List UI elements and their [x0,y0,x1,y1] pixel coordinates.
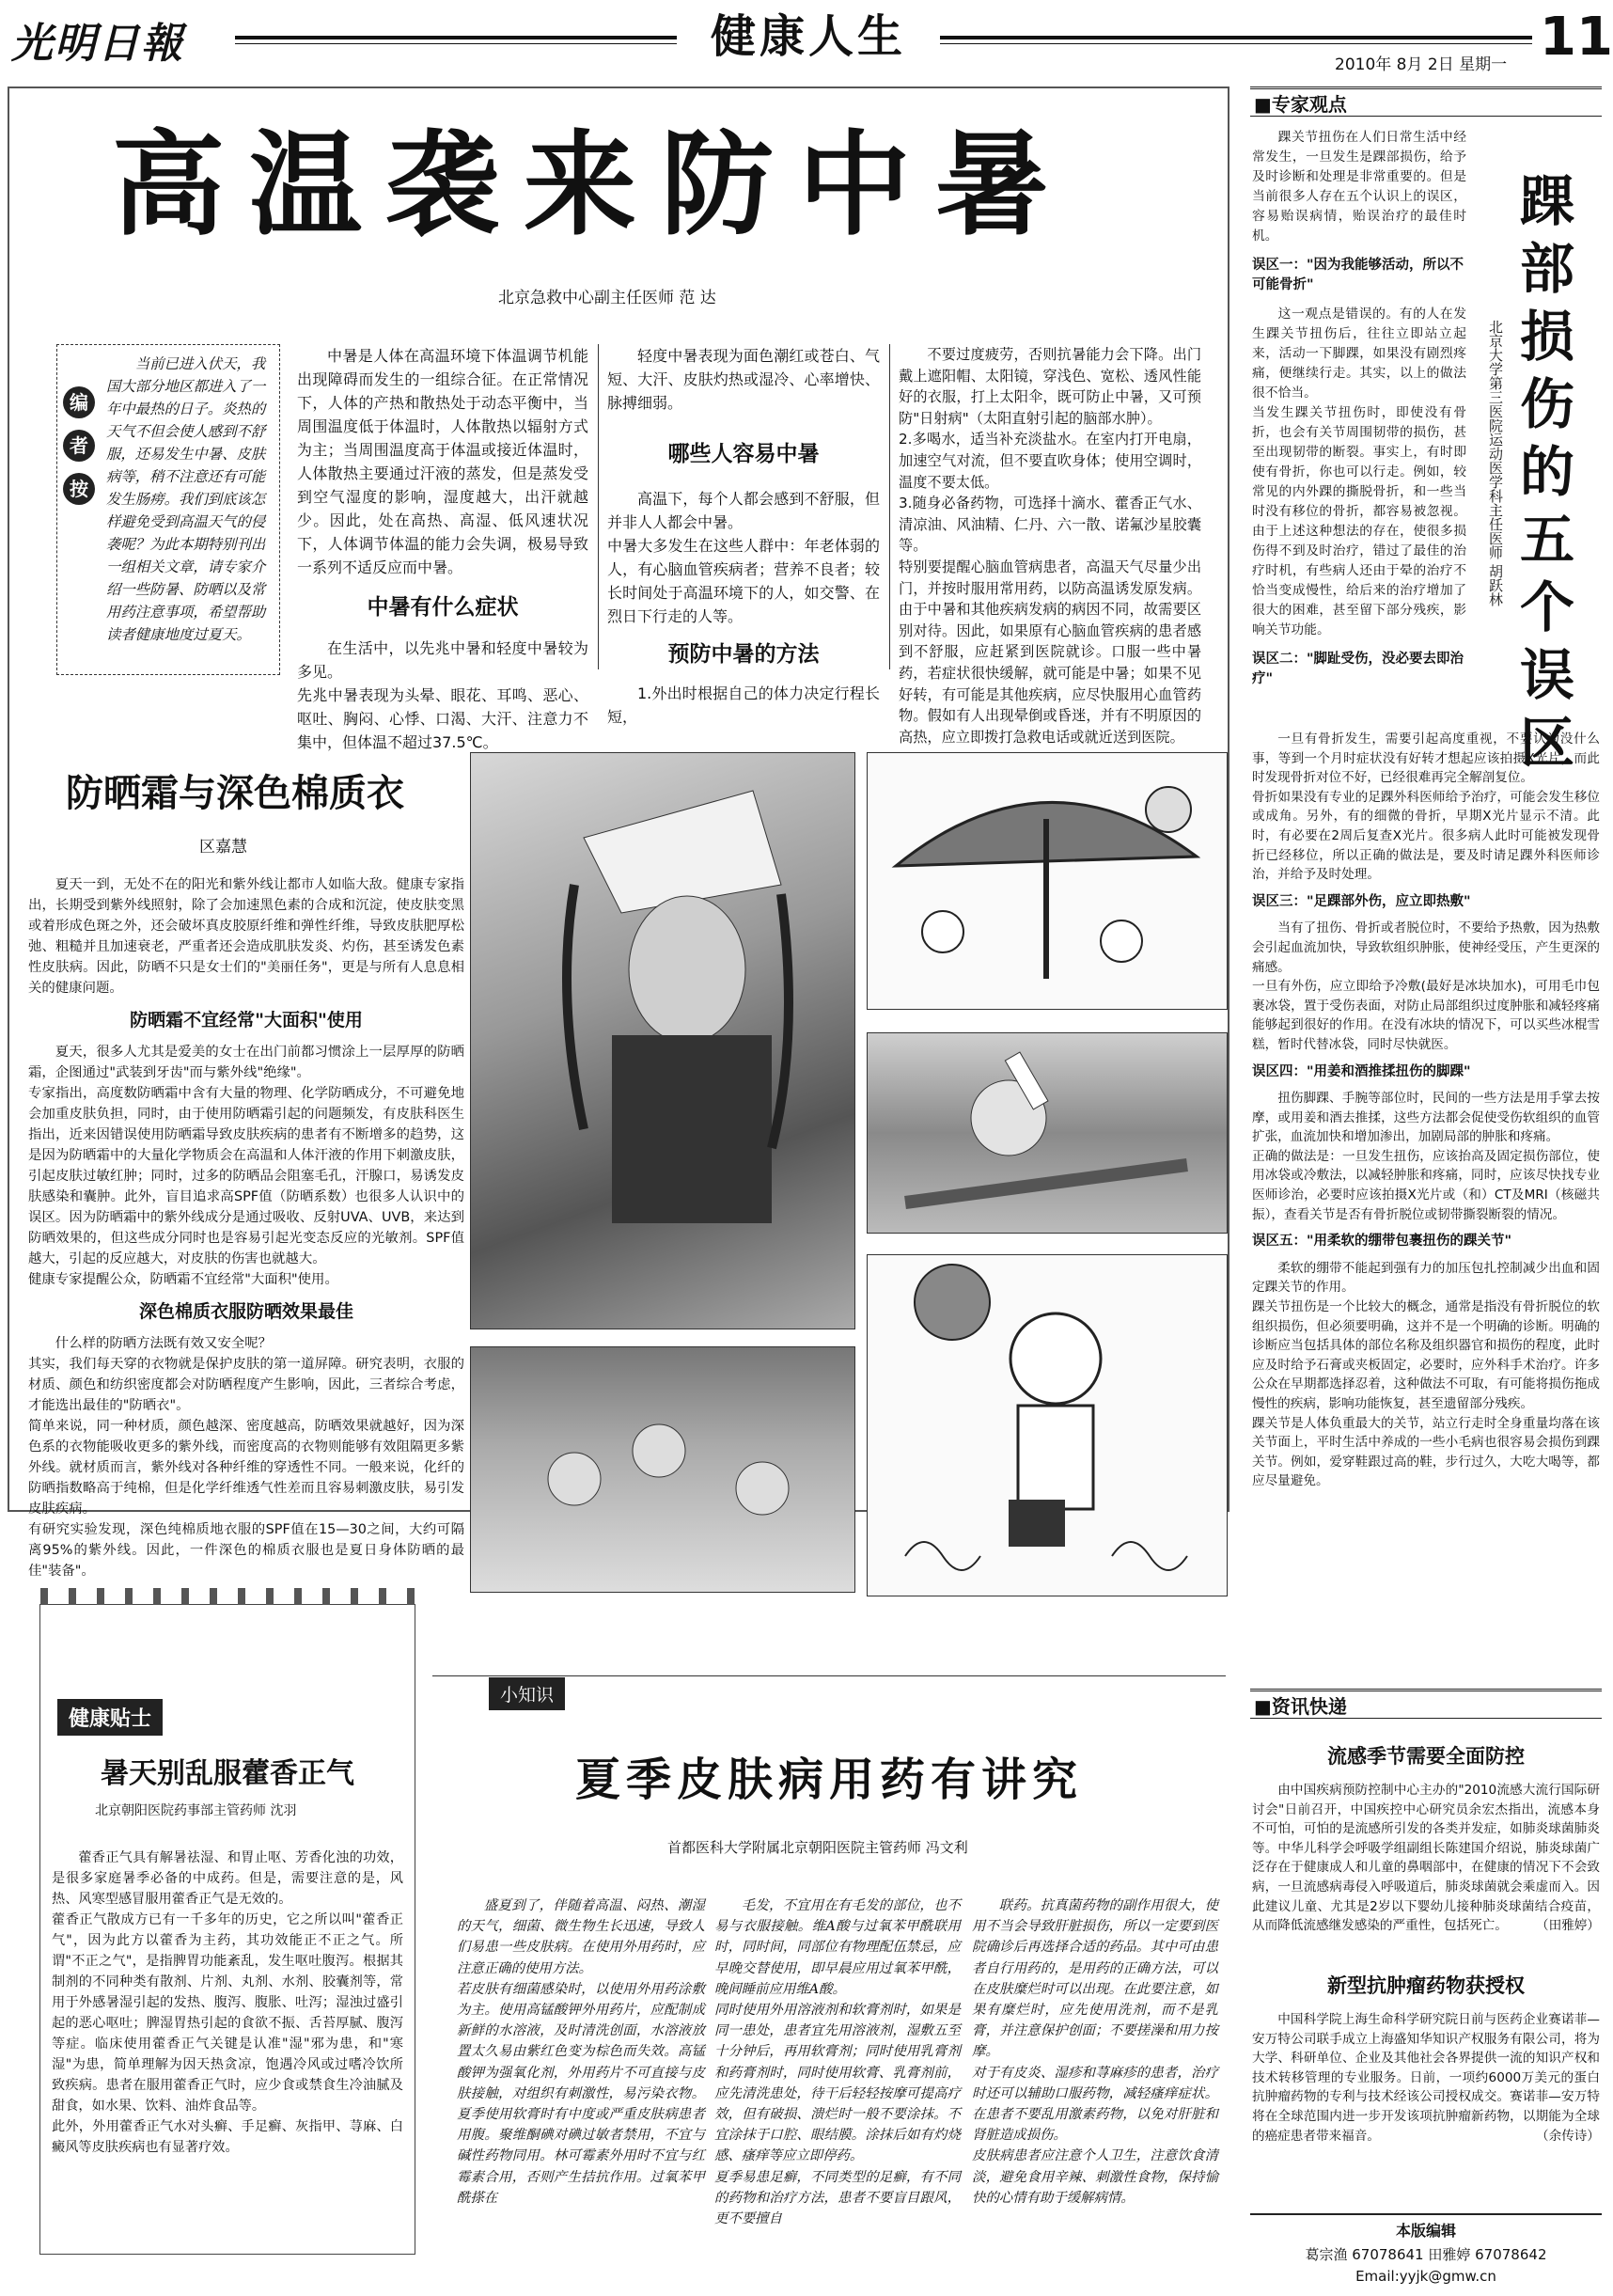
tips-box [39,1604,415,2255]
main-byline: 北京急救中心副主任医师 范 达 [498,289,716,307]
editor-note-label-3: 按 [63,473,95,505]
kids-pool-photo [470,1346,855,1593]
sunscreen-title: 防晒霜与深色棉质衣 [66,772,404,815]
drinking-icon [868,1033,1227,1233]
skin-badge: 小知识 [489,1677,565,1710]
umbrella-icon [868,753,1227,1009]
issue-date: 2010年 8月 2日 星期一 [1335,55,1508,74]
newspaper-logo: 光明日報 [11,20,184,68]
hot-man-icon [868,1255,1227,1596]
page-number: 11 [1540,7,1613,68]
editor-note-label-2: 者 [63,430,95,462]
news2-text [1252,2010,1600,2146]
editor-note-box [56,344,280,675]
myth1-title: 误区一："因为我能够活动，所以不可能骨折" [1252,258,1464,292]
tips-box-tabs [40,1588,415,1605]
expert-header [1254,93,1347,116]
sunscreen-para2: 什么样的防晒方法既有效又安全呢？ 其实，我们每天穿的衣物就是保护皮肤的第一道屏障。研究表明，衣服的材质、颜色和纺织密度都会对防晒程度产生影响，因此，三者综合考虑，才能选出最佳的"防晒衣"。 简单来说，同一种材质，颜色越深、密度越高，防晒效果就越好，因为深色系的衣物能吸收更多的紫外线，而密度高的衣物则能够有效阻隔更多紫外线。就材质而言，紫外线对各种纤维的穿透性不同。一般来说，化纤的防晒指数略高于纯棉，但是化学纤维透气性差而且容易刺激皮肤，易引发皮肤疾病。 有研究实验发现，深色纯棉质地衣服的SPF值在15—30之间，大约可隔离95%的紫外线。因此，一件深色的棉质衣服也是夏日身体防晒的最佳"装备"。 [28,1336,464,1579]
main-col1 [297,344,588,754]
editors-box [1250,2213,1602,2292]
skin-col3: 联药。抗真菌药物的副作用很大，使用不当会导致肝脏损伤，所以一定要到医院确诊后再选择合适的药品。其中可由患者自行用药的，是用药的正确方法，可以在皮肤糜烂时可以出现。在此要注意，如果有糜烂时，应先使用洗剂，而不是乳膏，并注意保护创面；不要搓澡和用力按摩。 对于有皮炎、湿疹和荨麻疹的患者，治疗时还可以辅助口服药物，减轻瘙痒症状。在患者不要乱用激素药物，以免对肝脏和肾脏造成损伤。 皮肤病患者应注意个人卫生，注意饮食清淡，避免食用辛辣、刺激性食物，保持愉快的心情有助于缓解病情。 [972,1898,1218,2206]
hot-man-illustration [867,1254,1228,1596]
myth2-title: 误区二："脚趾受伤，没必要去即治疗" [1252,652,1464,686]
main-col2b-para: 高温下，每个人都会感到不舒服，但并非人人都会中暑。 中暑大多发生在这些人群中：年老体弱的人，有心脑血管疾病者；营养不良者；较长时间处于高温环境下的人，如交警、在烈日下行走的人等。 [607,490,880,625]
news1-credit: （田雅婷） [1536,1918,1600,1934]
editor-note-label-1: 编 [63,386,95,418]
main-col2c-para: 1.外出时根据自己的体力决定行程长短， [607,684,880,726]
editor-note-labels [63,386,101,505]
myth4-text: 扭伤脚踝、手腕等部位时，民间的一些方法是用手掌去按摩，或用姜和酒去推揉，这些方法都会促使受伤软组织的血管扩张，血流加快和增加渗出，加剧局部的肿胀和疼痛。 正确的做法是：一旦发生扭伤，应该抬高及固定损伤部位，使用冰袋或冷敷法，以减轻肿胀和疼痛，同时，应该尽快找专业医师诊治，必要时应该拍摄X光片或（和）CT及MRI（核磁共振），查看关节是否有骨折脱位或韧带撕裂断裂的情况。 [1252,1091,1600,1222]
news1-title: 流感季节需要全面防控 [1327,1745,1525,1768]
sunscreen-sub1: 防晒霜不宜经常"大面积"使用 [130,1010,363,1030]
news1-body [1252,1781,1600,1936]
skin-col2: 毛发，不宜用在有毛发的部位，也不易与衣服接触。维A酸与过氧苯甲酰联用时，同时间，同部位有物理配伍禁忌，应早晚交替使用，即早晨应用过氧苯甲酰，晚间睡前应用维A酸。 同时使用外用溶液剂和软膏剂时，如果是同一患处，患者宜先用溶液剂，湿敷五至十分钟后，再用软膏剂；同时使用乳膏剂和药膏剂时，同时使用软膏、乳膏剂前，应先清洗患处，待干后轻轻按摩可提高疗效，但有破损、溃烂时一般不要涂抹。不宜涂抹于口腔、眼结膜。涂抹后如有灼烧感、瘙痒等应立即停药。 夏季易患足癣，不同类型的足癣，有不同的药物和治疗方法，患者不要盲目跟风，更不要擅自 [714,1898,961,2227]
sunscreen-intro: 夏天一到，无处不在的阳光和紫外线让都市人如临大敌。健康专家指出，长期受到紫外线照射，除了会加速黑色素的合成和沉淀，使皮肤变黑或着形成色斑之外，还会破坏真皮胶原纤维和弹性纤维，导致皮肤肥厚松弛、粗糙并且加速衰老，严重者还会造成肌肤发炎、灼伤，甚至诱发色素性皮肤病。因此，防晒不只是女士们的"美丽任务"，更是与所有人息息相关的健康问题。 [28,877,464,996]
section-title: 健康人生 [677,8,940,66]
subhead-prevent: 预防中暑的方法 [667,642,820,667]
main-col1-para: 中暑是人体在高温环境下体温调节机能出现障碍而发生的一组综合征。在正常情况下，人体的产热和散热处于动态平衡中，当周围温度低于体温时，人体散热以辐射方式为主；当周围温度高于体温或接近体温时，人体散热主要通过汗液的蒸发，但是蒸发受到空气湿度的影响，湿度越大，出汗就越少。因此，处在高热、高湿、低风速状况下，人体调节体温的能力会失调，极易导致一系列不适反应而中暑。 [297,347,588,576]
editors-email: Email:yyjk@gmw.cn [1355,2268,1496,2285]
skin-col1: 盛夏到了，伴随着高温、闷热、潮湿的天气，细菌、微生物生长迅速，导致人们易患一些皮肤病。在使用外用药时，应注意正确的使用方法。 若皮肤有细菌感染时，以使用外用药涂敷为主。使用高锰酸钾外用药片，应配制成新鲜的水溶液，及时清洗创面，水溶液放置太久易由紫红色变为棕色而失效。高锰酸钾为强氧化剂，外用药片不可直接与皮肤接触，对组织有刺激性，易污染衣物。夏季使用软膏时有中度或严重皮肤病患者用腹。聚维酮碘对碘过敏者禁用，不宜与碱性药物同用。林可霉素外用时不宜与红霉素合用，否则产生拮抗作用。过氧苯甲酰搽在 [457,1898,705,2206]
expert-header-label: 专家观点 [1271,93,1347,116]
main-col2 [607,344,880,729]
myth2-text: 一旦有骨折发生，需要引起高度重视，不要认为没什么事，等到一个月时症状没有好转才想起应该拍摄X光片，而此时发现骨折对位不好，已经很难再完全解剖复位。 骨折如果没有专业的足踝外科医师给予治疗，可能会发生移位或成角。另外，有的细微的骨折，早期X光片显示不清。此时，有必要在2周后复查X光片。很多病人此时可能被发现骨折已经移位，所以正确的做法是，要及时请足踝外科医师诊治，并给予及时处理。 [1252,731,1600,883]
main-col3 [899,344,1201,746]
sunscreen-body [28,874,464,1581]
umbrella-illustration [867,752,1228,1010]
subhead-who: 哪些人容易中暑 [667,442,820,466]
tips-title: 暑天别乱服藿香正气 [101,1757,354,1790]
drinking-photo [867,1032,1228,1234]
news1-text [1252,1781,1600,1936]
column-rule [598,344,599,669]
myth4-title: 误区四："用姜和酒推揉扭伤的脚踝" [1252,1063,1471,1079]
hat-newspaper-icon [471,753,854,1329]
news2-para: 中国科学院上海生命科学研究院日前与医药企业赛诺菲—安万特公司联手成立上海盛知华知识产权服务有限公司，将为大学、科研单位、企业及其他社会各界提供一流的知识产权和技术转移管理的专业服务。日前，一项约6000万美元的蛋白抗肿瘤药物的专利与技术经该公司授权成交。赛诺菲—安万特将在全球范围内进一步开发该项抗肿瘤新药物，以期能为全球的癌症患者带来福音。 [1252,2012,1600,2144]
sidebar-author: 北京大学第三医院运动医学科主任医师 胡跃林 [1487,320,1504,606]
sunscreen-para1: 夏天，很多人尤其是爱美的女士在出门前都习惯涂上一层厚厚的防晒霜，企图通过"武装到牙齿"而与紫外线"绝缘"。 专家指出，高度数防晒霜中含有大量的物理、化学防晒成分，不可避免地会加重皮肤负担，同时，由于使用防晒霜引起的问题频发，有皮肤科医生指出，近来因错误使用防晒霜导致皮肤疾病的患者有不断增多的趋势，这是因为防晒霜中的大量化学物质会在高温和人体汗液的作用下刺激皮肤，引起皮肤过敏红肿；同时，过多的防晒品会阻塞毛孔，汗腺口，易诱发皮肤感染和囊肿。此外，盲目追求高SPF值（防晒系数）也很多人认识中的误区。因为防晒霜中的紫外线成分是通过吸收、反射UVA、UVB，来达到防晒效果的，但这些成分同时也是容易引起光变态反应的光敏剂。SPF值越大，引起的反应越大，对皮肤的伤害也就越大。 健康专家提醒公众，防晒霜不宜经常"大面积"使用。 [28,1045,464,1287]
main-col3-para: 不要过度疲劳，否则抗暑能力会下降。出门戴上遮阳帽、太阳镜，穿浅色、宽松、透风性能好的衣服，打上太阳伞，既可防止中暑，又可预防"日射病"（太阳直射引起的脑部水肿）。 2.多喝水，适当补充淡盐水。在室内打开电扇，加速空气对流，但不要直吹身体；使用空调时，温度不要太低。 3.随身必备药物，可选择十滴水、藿香正气水、清凉油、风油精、仁丹、六一散、诺氟沙星胶囊等。 特别要提醒心脑血管病患者，高温天气尽量少出门，并按时服用常用药，以防高温诱发原发病。由于中暑和其他疾病发病的病因不同，故需要区别对待。因此，如果原有心脑血管疾病的患者感到不舒服，应赶紧到医院就诊。口服一些中暑药，若症状很快缓解，就可能是中暑；如果不见好转，有可能是其他疾病，应尽快服用心血管药物。假如有人出现晕倒或昏迷，并有不明原因的高热，应立即拨打急救电话或就近送到医院。 [899,346,1201,746]
sidebar-col-wide [1252,730,1600,1491]
tips-badge: 健康贴士 [57,1699,163,1736]
square-icon: ■ [1254,1695,1272,1718]
news-header-bar [1250,1689,1602,1719]
editors-names: 葛宗渔 67078641 田雅婷 67078642 [1305,2246,1547,2263]
sidebar-title: 踝部损伤的五个误区 [1519,169,1574,775]
myth3-title: 误区三："足踝部外伤，应立即热敷" [1252,893,1471,909]
subhead-symptoms: 中暑有什么症状 [367,595,519,620]
sunscreen-author: 区嘉慧 [199,838,247,857]
skin-rule [432,1675,1226,1676]
tips-text: 藿香正气具有解暑祛湿、和胃止呕、芳香化浊的功效，是很多家庭暑季必备的中成药。但是，需要注意的是，风热、风寒型感冒服用藿香正气是无效的。 藿香正气散成方已有一千多年的历史，它之所以叫"藿香正气"，因为此方以藿香为主药，其功效能正不正之气。所谓"不正之气"，是指脾胃功能紊乱，发生呕吐腹泻。根据其制剂的不同种类有散剂、片剂、丸剂、水剂、胶囊剂等，常用于外感暑湿引起的发热、腹泻、腹胀、吐泻；湿浊过盛引起的恶心呕吐；脾湿胃热引起的食欲不振、舌苔厚腻、腹泻等症。临床使用藿香正气关键是认准"湿"邪为患，和"寒湿"为患，简单理解为因天热贪凉，饱遇冷风或过嗜冷饮所致疾病。患者在服用藿香正气时，应少食或禁食生冷油腻及甜食，如水果、饮料、油炸食品等。 此外，外用藿香正气水对头癣、手足癣、灰指甲、荨麻、白癜风等皮肤疾病也有显著疗效。 [52,1850,403,2155]
expert-header-bar [1250,86,1602,117]
news-header-label: 资讯快递 [1271,1695,1347,1718]
tips-author: 北京朝阳医院药事部主管药师 沈羽 [95,1803,297,1818]
skin-title: 夏季皮肤病用药有讲究 [574,1753,1083,1806]
myth5-text: 柔软的绷带不能起到强有力的加压包扎控制减少出血和固定踝关节的作用。 踝关节扭伤是一个比较大的概念，通常是指没有骨折脱位的软组织损伤，但必须要明确，这并不是一个明确的诊断。明确的诊断应当包括具体的部位名称及组织器官和损伤的程度，此时应及时给予石膏或夹板固定，必要时，应外科手术治疗。许多公众在早期都选择忍着，这种做法不可取，有可能将损伤拖成慢性的疾病，影响功能恢复，甚至遗留部分残疾。 踝关节是人体负重最大的关节，站立行走时全身重量均落在该关节面上，平时生活中养成的一些小毛病也很容易会损伤到踝关节。例如，爱穿鞋跟过高的鞋，步行过久，大吃大喝等，都应尽量避免。 [1252,1260,1600,1489]
main-headline: 高温袭来防中暑 [112,120,1073,251]
news1-para: 由中国疾病预防控制中心主办的"2010流感大流行国际研讨会"日前召开，中国疾控中心研究员余宏杰指出，流感本身不可怕，可怕的是流感所引发的各类并发症，如肺炎球菌肺炎等。中华儿科学会呼吸学组副组长陈建国介绍说，肺炎球菌广泛存在于健康成人和儿童的鼻咽部中，在健康的情况下不会致病，一旦流感病毒侵入呼吸道后，肺炎球菌就会乘虚而入。因此建议儿童、尤其是2岁以下婴幼儿接种肺炎球菌结合疫苗，从而降低流感继发感染的严重性，包括死亡。 [1252,1783,1600,1934]
main-col1b-para: 在生活中，以先兆中暑和轻度中暑较为多见。 先兆中暑表现为头晕、眼花、耳鸣、恶心、呕吐、胸闷、心悸、口渴、大汗、注意力不集中，但体温不超过37.5℃。 [297,639,588,751]
myth3-text: 当有了扭伤、骨折或者脱位时，不要给予热敷，因为热敷会引起血流加快，导致软组织肿胀，使神经受压，产生更深的痛感。 一旦有外伤，应立即给予冷敷(最好是冰块加水)，可用毛巾包裹冰袋，置于受伤表面，对防止局部组织过度肿胀和减轻疼痛能够起到很好的作用。在没有冰块的情况下，可以买些冰棍雪糕，暂时代替冰袋，同时尽快就医。 [1252,920,1600,1052]
kids-pool-icon [471,1347,854,1592]
main-col2-para: 轻度中暑表现为面色潮红或苍白、气短、大汗、皮肤灼热或湿冷、心率增快、脉搏细弱。 [607,347,880,412]
myth1-text: 这一观点是错误的。有的人在发生踝关节扭伤后，往往立即站立起来，活动一下脚踝，如果没有剧烈疼痛，便继续行走。其实，以上的做法很不恰当。 当发生踝关节扭伤时，即使没有骨折，也会有关节周围韧带的损伤，甚至出现韧带的断裂。事实上，有时即使有骨折，你也可以行走。例如，较常见的内外踝的撕脱骨折，和一些当时没有移位的骨折，都容易被忽视。由于上述这种想法的存在，使很多损伤得不到及时治疗，错过了最佳的治疗时机，有些病人还由于晕的治疗不恰当变成慢性，给后来的治疗增加了很大的困难，甚至留下部分残疾，影响关节功能。 [1252,307,1466,637]
sidebar-intro: 踝关节扭伤在人们日常生活中经常发生，一旦发生是踝部损伤，给予及时诊断和处理是非常重要的。但是当前很多人存在五个认识上的误区，容易贻误病情，贻误治疗的最佳时机。 [1252,130,1466,244]
news2-title: 新型抗肿瘤药物获授权 [1327,1974,1525,1997]
square-icon: ■ [1254,93,1272,116]
skin-author: 首都医科大学附属北京朝阳医院主管药师 冯文利 [667,1839,968,1856]
sunscreen-sub2: 深色棉质衣服防晒效果最佳 [138,1301,353,1322]
hat-newspaper-photo [470,752,855,1329]
column-rule [889,344,890,669]
editor-note-text: 当前已进入伏天，我国大部分地区都进入了一年中最热的日子。炎热的天气不但会使人感到不舒服，还易发生中暑、皮肤病等，稍不注意还有可能发生肠痨。我们到底该怎样避免受到高温天气的侵袭呢？为此本期特别刊出一组相关文章，请专家介绍一些防暑、防晒以及常用药注意事项，希望帮助读者健康地度过夏天。 [106,355,266,643]
news2-credit: （余传诗） [1536,2128,1600,2144]
news2-body [1252,2010,1600,2146]
myth5-title: 误区五："用柔软的绷带包裹扭伤的踝关节" [1252,1234,1512,1250]
sidebar-col-narrow [1252,128,1466,699]
news-header [1254,1695,1347,1718]
editors-label: 本版编辑 [1395,2222,1456,2240]
